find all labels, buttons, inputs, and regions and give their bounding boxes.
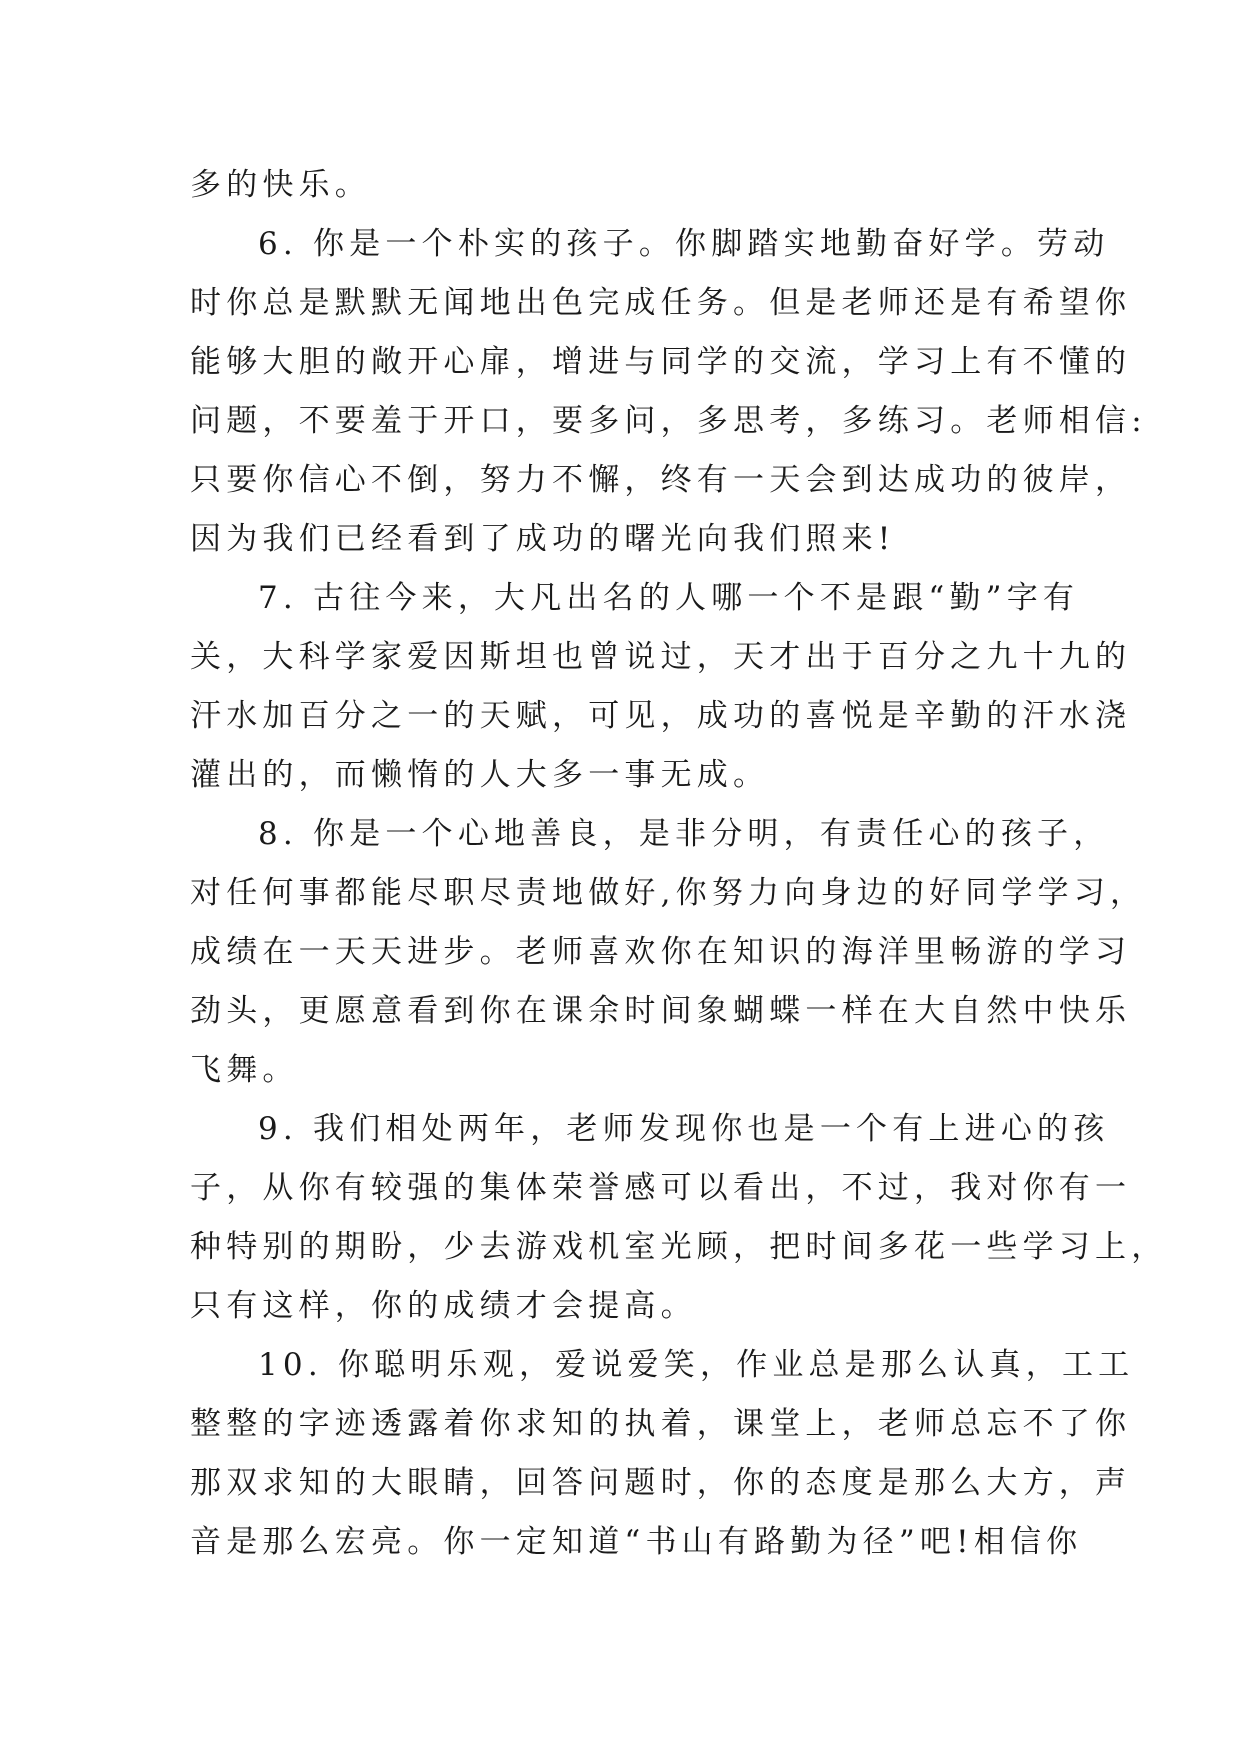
text-line: 音是那么宏亮。你一定知道“书山有路勤为径”吧!相信你 — [190, 1524, 1083, 1560]
text-line: 成绩在一天天进步。老师喜欢你在知识的海洋里畅游的学习 — [190, 934, 1132, 970]
text-line: 只有这样，你的成绩才会提高。 — [190, 1288, 697, 1324]
text-line: 飞舞。 — [190, 1052, 299, 1088]
text-line: 种特别的期盼，少去游戏机室光顾，把时间多花一些学习上， — [190, 1229, 1168, 1265]
text-line: 子，从你有较强的集体荣誉感可以看出，不过，我对你有一 — [190, 1170, 1132, 1206]
text-line: 整整的字迹透露着你求知的执着，课堂上，老师总忘不了你 — [190, 1406, 1132, 1442]
text-line: 汗水加百分之一的天赋，可见，成功的喜悦是辛勤的汗水浇 — [190, 698, 1132, 734]
paragraph-9-line: 9. 我们相处两年，老师发现你也是一个有上进心的孩 — [258, 1111, 1110, 1147]
text-line: 能够大胆的敞开心扉，增进与同学的交流，学习上有不懂的 — [190, 344, 1132, 380]
paragraph-10-line: 10. 你聪明乐观，爱说爱笑，作业总是那么认真，工工 — [258, 1347, 1135, 1383]
document-body — [190, 156, 1168, 1572]
paragraph-7-line: 7. 古往今来，大凡出名的人哪一个不是跟“勤”字有 — [258, 580, 1080, 616]
text-line: 只要你信心不倒，努力不懈，终有一天会到达成功的彼岸， — [190, 462, 1132, 498]
paragraph-8-line: 8. 你是一个心地善良，是非分明，有责任心的孩子， — [258, 816, 1110, 852]
text-line: 问题，不要羞于开口，要多问，多思考，多练习。老师相信: — [190, 403, 1147, 439]
text-line: 时你总是默默无闻地出色完成任务。但是老师还是有希望你 — [190, 285, 1132, 321]
text-line: 多的快乐。 — [190, 167, 371, 203]
text-line: 灌出的，而懒惰的人大多一事无成。 — [190, 757, 770, 793]
text-line: 关，大科学家爱因斯坦也曾说过，天才出于百分之九十九的 — [190, 639, 1132, 675]
text-line: 劲头，更愿意看到你在课余时间象蝴蝶一样在大自然中快乐 — [190, 993, 1132, 1029]
text-line: 因为我们已经看到了成功的曙光向我们照来! — [190, 521, 896, 557]
text-line: 那双求知的大眼睛，回答问题时，你的态度是那么大方，声 — [190, 1465, 1132, 1501]
text-line: 对任何事都能尽职尽责地做好,你努力向身边的好同学学习， — [190, 875, 1147, 911]
paragraph-6-line: 6. 你是一个朴实的孩子。你脚踏实地勤奋好学。劳动 — [258, 226, 1110, 262]
